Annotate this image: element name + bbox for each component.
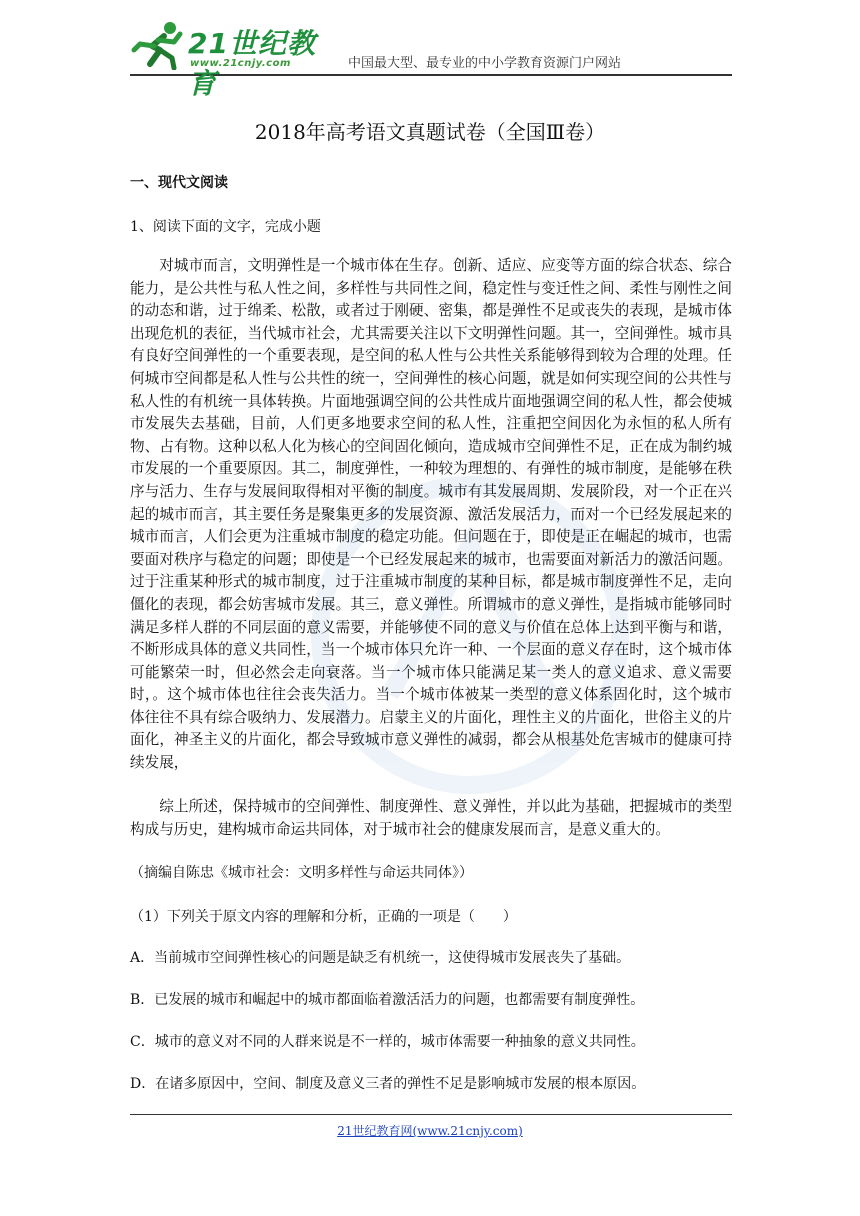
passage-paragraph-1: 对城市而言，文明弹性是一个城市体在生存。创新、适应、应变等方面的综合状态、综合能力，是公共性与私人性之间，多样性与共同性之间，稳定性与变迁性之间、柔性与刚性之间的动态和谐，过于绵柔、松散，或者过于刚硬、密集，都是弹性不足或丧失的表现，是城市体出现危机的表征，当代城市社会，尤其需要关注以下文明弹性问题。其一，空间弹性。城市具有良好空间弹性的一个重要表现，是空间的私人性与公共性关系能够得到较为合理的处理。任何城市空间都是私人性与公共性的统一，空间弹性的核心问题，就是如何实现空间的公共性与私人性的有机统一具体转换。片面地强调空间的公共性成片面地强调空间的私人性，都会使城市发展失去基础，目前，人们更多地要求空间的私人性，注重把空间因化为永恒的私人所有物、占有物。这种以私人化为核心的空间固化倾向，造成城市空间弹性不足，正在成为制约城市发展的一个重要原因。其二，制度弹性，一种较为理想的、有弹性的城市制度，是能够在秩序与活力、生存与发展间取得相对平衡的制度。城市有其发展周期、发展阶段，对一个正在兴起的城市而言，其主要任务是聚集更多的发展资源、激活发展活力，而对一个已经发展起来的城市而言，人们会更为注重城市制度的稳定功能。但问题在于，即使是正在崛起的城市，也需要面对秩序与稳定的问题；即使是一个已经发展起来的城市，也需要面对新活力的激活问题。过于注重某种形式的城市制度，过于注重城市制度的某种目标，都是城市制度弹性不足，走向僵化的表现，都会妨害城市发展。其三，意义弹性。所谓城市的意义弹性，是指城市能够同时满足多样人群的不同层面的意义需要，并能够使不同的意义与价值在总体上达到平衡与和谐，不断形成具体的意义共同性，当一个城市体只允许一种、一个层面的意义存在时，这个城市体可能繁荣一时，但必然会走向衰落。当一个城市体只能满足某一类人的意义追求、意义需要时，。这个城市体也往往会丧失活力。当一个城市体被某一类型的意义体系固化时，这个城市体往往不具有综合吸纳力、发展潜力。启蒙主义的片面化，理性主义的片面化，世俗主义的片面化，神圣主义的片面化，都会导致城市意义弹性的减弱，都会从根基处危害城市的健康可持续发展， bbox=[130, 257, 732, 772]
question-1: （1）下列关于原文内容的理解和分析，正确的一项是（ ） bbox=[130, 909, 517, 925]
section-heading: 一、现代文阅读 bbox=[130, 175, 228, 191]
option-d[interactable]: D．在诸多原因中，空间、制度及意义三者的弹性不足是影响城市发展的根本原因。 bbox=[130, 1076, 646, 1092]
document-title: 2018年高考语文真题试卷（全国Ⅲ卷） bbox=[254, 120, 606, 144]
footer-site-link[interactable]: 21世纪教育网(www.21cnjy.com) bbox=[337, 1124, 523, 1138]
header-slogan: 中国最大型、最专业的中小学教育资源门户网站 bbox=[348, 56, 622, 71]
passage-paragraph-2: 综上所述，保持城市的空间弹性、制度弹性、意义弹性，并以此为基础，把握城市的类型构成与历史，建构城市命运共同体，对于城市社会的健康发展而言，是意义重大的。 bbox=[130, 798, 732, 838]
logo-url: www.21cnjy.com bbox=[190, 58, 291, 69]
logo-text: 21世纪教育 bbox=[188, 27, 316, 100]
option-a[interactable]: A．当前城市空间弹性核心的问题是缺乏有机统一，这使得城市发展丧失了基础。 bbox=[130, 950, 631, 966]
option-c[interactable]: C．城市的意义对不同的人群来说是不一样的，城市体需要一种抽象的意义共同性。 bbox=[130, 1034, 645, 1050]
footer-divider bbox=[130, 1114, 732, 1115]
question-intro: 1、阅读下面的文字，完成小题 bbox=[130, 219, 321, 235]
page-header bbox=[130, 18, 732, 100]
runner-logo-icon bbox=[130, 20, 188, 70]
site-logo bbox=[130, 18, 340, 100]
passage-source: （摘编自陈忠《城市社会：文明多样性与命运共同体》） bbox=[130, 865, 473, 881]
option-b[interactable]: B．已发展的城市和崛起中的城市都面临着激活活力的问题，也都需要有制度弹性。 bbox=[130, 992, 645, 1008]
